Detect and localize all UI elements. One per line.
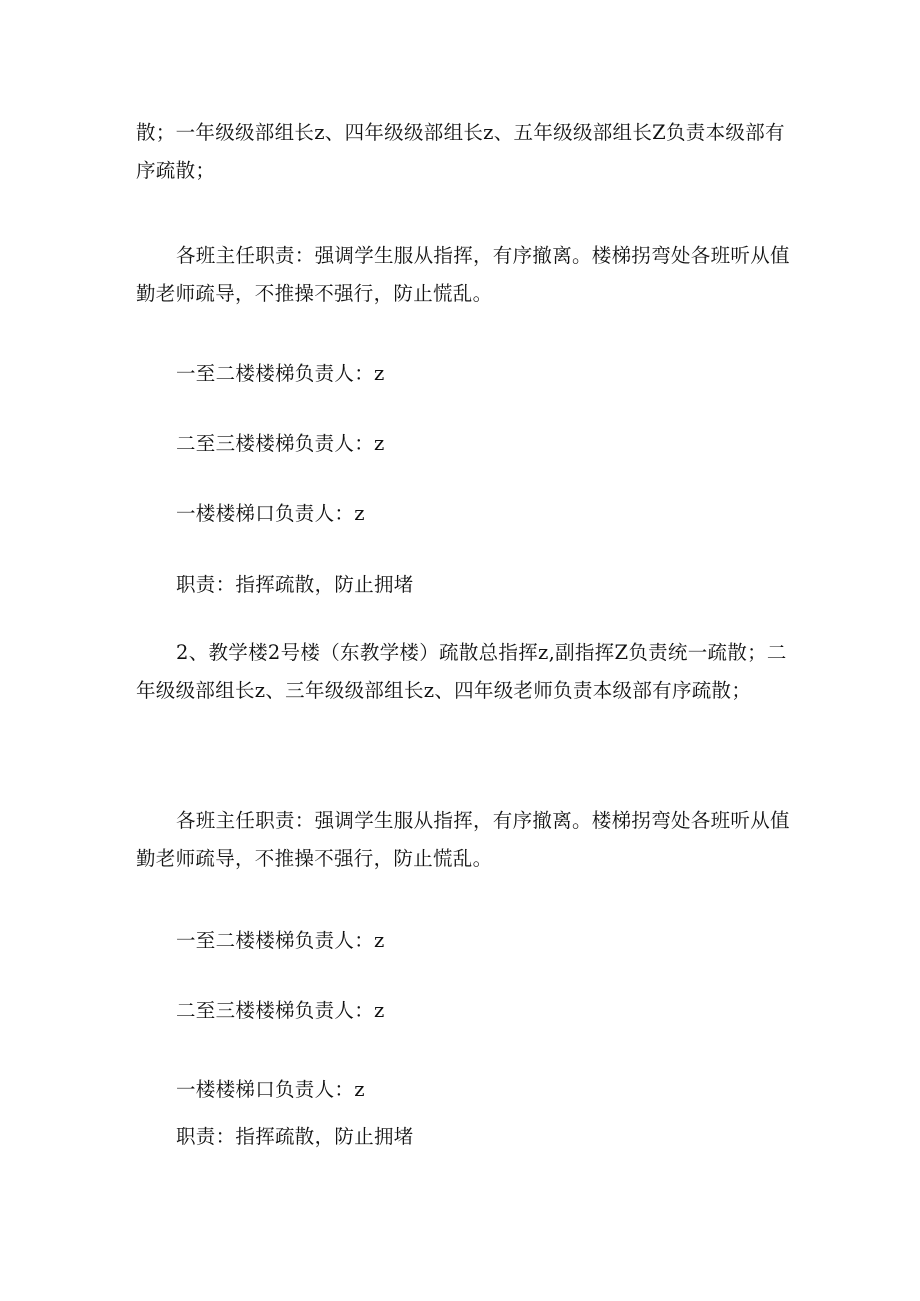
- paragraph-continuation: 散；一年级级部组长z、四年级级部组长z、五年级级部组长Z负责本级部有序疏散；: [136, 121, 785, 182]
- paragraph-stair-2-3-lead-1: 二至三楼楼梯负责人：z: [176, 432, 385, 455]
- paragraph-ground-stair-lead-1: 一楼楼梯口负责人：z: [176, 502, 365, 525]
- paragraph-duty-2: 职责：指挥疏散，防止拥堵: [176, 1125, 414, 1148]
- paragraph-stair-1-2-lead-1: 一至二楼楼梯负责人：z: [176, 362, 385, 385]
- paragraph-building-2-evacuation: 2、教学楼2号楼（东教学楼）疏散总指挥z,副指挥Z负责统一疏散；二年级级部组长z、三年级级部组长z、四年级老师负责本级部有序疏散；: [136, 641, 787, 702]
- paragraph-stair-1-2-lead-2: 一至二楼楼梯负责人：z: [176, 929, 385, 952]
- paragraph-stair-2-3-lead-2: 二至三楼楼梯负责人：z: [176, 999, 385, 1022]
- paragraph-ground-stair-lead-2: 一楼楼梯口负责人：z: [176, 1078, 365, 1101]
- paragraph-duty-1: 职责：指挥疏散，防止拥堵: [176, 573, 414, 596]
- paragraph-class-teacher-duty-2: 各班主任职责：强调学生服从指挥，有序撤离。楼梯拐弯处各班听从值勤老师疏导，不推操不强行，防止慌乱。: [136, 809, 790, 870]
- paragraph-class-teacher-duty-1: 各班主任职责：强调学生服从指挥，有序撤离。楼梯拐弯处各班听从值勤老师疏导，不推操不强行，防止慌乱。: [136, 244, 790, 305]
